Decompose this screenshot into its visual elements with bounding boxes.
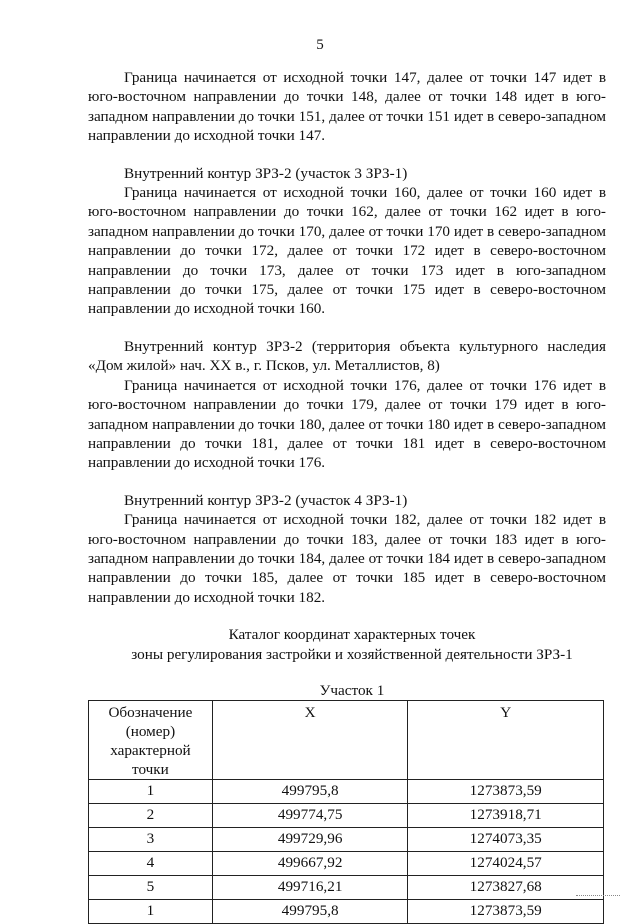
paragraph-block — [88, 68, 606, 146]
paragraph-block — [88, 491, 606, 607]
cell-point: 3 — [89, 827, 213, 851]
cell-x: 499795,8 — [212, 779, 408, 803]
table-row — [89, 779, 604, 803]
cell-x: 499729,96 — [212, 827, 408, 851]
table-row — [89, 851, 604, 875]
cell-point: 2 — [89, 803, 213, 827]
cell-y: 1274024,57 — [408, 851, 604, 875]
cell-y: 1273827,68 — [408, 875, 604, 899]
cell-y: 1273873,59 — [408, 899, 604, 923]
cell-x: 499667,92 — [212, 851, 408, 875]
table-caption: Участок 1 — [319, 681, 385, 699]
cell-point: 5 — [89, 875, 213, 899]
cell-point: 4 — [89, 851, 213, 875]
cell-x: 499795,8 — [212, 899, 408, 923]
paragraph-text: Граница начинается от исходной точки 182, далее от точки 182 идет в юго-восточном направлении до точки 183, далее от точки 183 идет в юго-западном направлении до точки 184, далее от точки 184 идет в северо-западном направлении до точки 185, далее от точки 185 идет в северо-восточном направлении до исходной точки 182. — [88, 511, 606, 606]
cell-y: 1273873,59 — [408, 779, 604, 803]
column-header-y: Y — [408, 700, 604, 779]
cell-y: 1273918,71 — [408, 803, 604, 827]
section-heading: Внутренний контур ЗРЗ-2 (участок 4 ЗРЗ-1) — [124, 491, 408, 509]
paragraph-block — [88, 164, 606, 319]
document-body — [88, 68, 606, 924]
scan-artifact — [576, 895, 620, 899]
catalog-title — [88, 625, 606, 664]
column-header-x: X — [212, 700, 408, 779]
cell-point: 1 — [89, 779, 213, 803]
table-row — [89, 875, 604, 899]
table-header-row — [89, 700, 604, 779]
table-row — [89, 827, 604, 851]
cell-x: 499716,21 — [212, 875, 408, 899]
column-header-point: Обозначение (номер) характерной точки — [89, 700, 213, 779]
page-number: 5 — [316, 37, 324, 53]
paragraph-text: Граница начинается от исходной точки 160, далее от точки 160 идет в юго-восточном направлении до точки 162, далее от точки 162 идет в юго-западном направлении до точки 170, далее от точки 170 идет в северо-западном направлении до точки 172, далее от точки 172 идет в северо-восточном направлении до точки 173, далее от точки 173 идет в юго-западном направлении до точки 175, далее от точки 175 идет в северо-восточном направлении до исходной точки 160. — [88, 184, 606, 318]
catalog-title-line: Каталог координат характерных точек — [228, 626, 476, 644]
section-heading: Внутренний контур ЗРЗ-2 (участок 3 ЗРЗ-1) — [124, 164, 408, 182]
cell-y: 1274073,35 — [408, 827, 604, 851]
table-row — [89, 803, 604, 827]
cell-x: 499774,75 — [212, 803, 408, 827]
catalog-title-line: зоны регулирования застройки и хозяйственной деятельности ЗРЗ-1 — [131, 645, 573, 663]
paragraph-block — [88, 337, 606, 473]
paragraph-text: Граница начинается от исходной точки 147, далее от точки 147 идет в юго-восточном направлении до точки 148, далее от точки 148 идет в юго-западном направлении до точки 151, далее от точки 151 идет в северо-западном направлении до исходной точки 147. — [88, 69, 606, 145]
cell-point: 1 — [89, 899, 213, 923]
table-row — [89, 899, 604, 923]
section-heading: Внутренний контур ЗРЗ-2 (территория объекта культурного наследия «Дом жилой» нач. XX в., г. Псков, ул. Металлистов, 8) — [88, 337, 606, 375]
paragraph-text: Граница начинается от исходной точки 176, далее от точки 176 идет в юго-восточном направлении до точки 179, далее от точки 179 идет в юго-западном направлении до точки 180, далее от точки 180 идет в северо-западном направлении до точки 181, далее от точки 181 идет в северо-восточном направлении до исходной точки 176. — [88, 376, 606, 472]
coordinates-table — [88, 700, 604, 924]
